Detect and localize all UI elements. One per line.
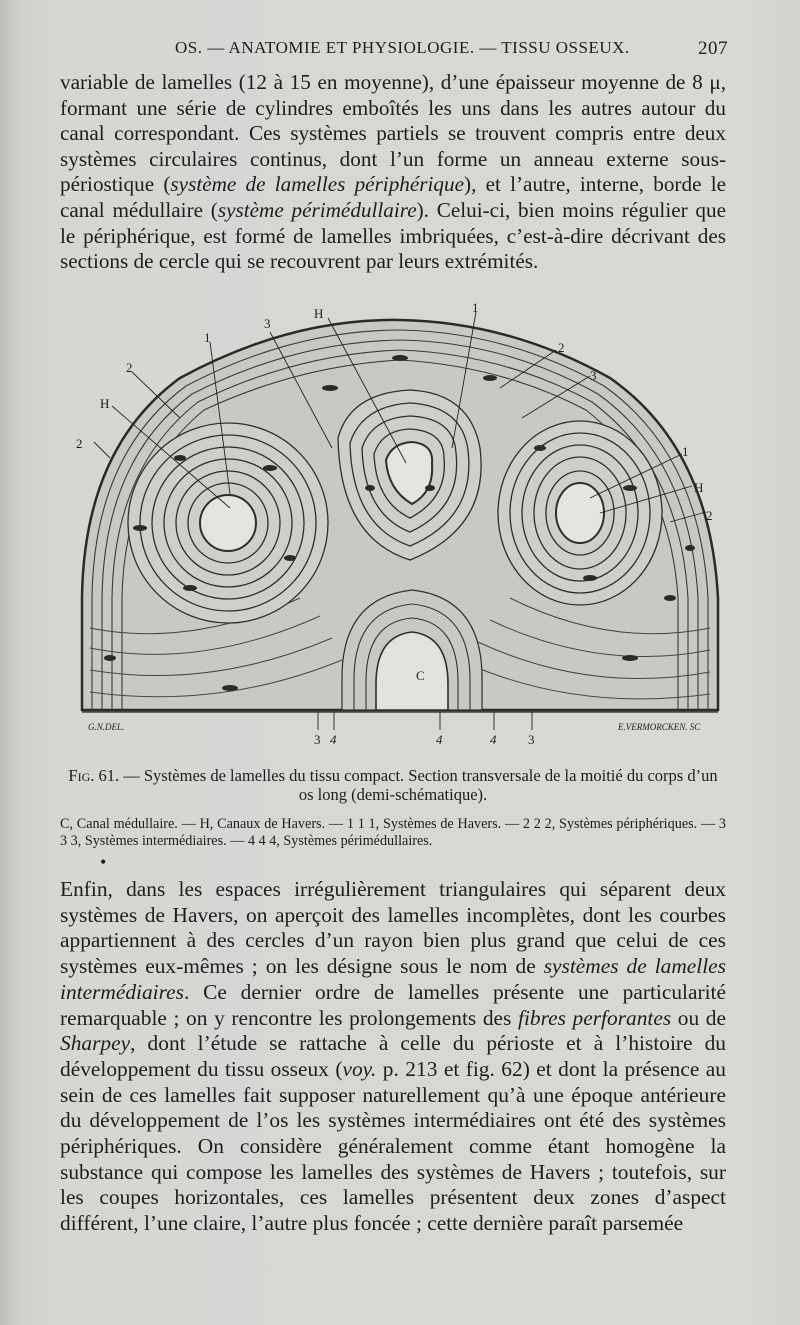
italic-run: système de lamelles périphérique	[170, 172, 465, 197]
italic-run: système périmédullaire	[217, 197, 417, 222]
label-3-top: 3	[264, 316, 271, 331]
text-run: variable de lamelles (12 à 15 en moyenne), d’une épaisseur moyenne de 8 μ, formant une série de cylindres emboîtés les uns dans les autres autour du canal correspondant. Ces systèmes partiels se trouvent compris entre deux systèmes circulaires continus, dont l’un forme un anneau externe sous-périostique (	[60, 70, 726, 197]
running-header	[60, 38, 728, 64]
figure-legend: C, Canal médullaire. — H, Canaux de Havers. — 1 1 1, Systèmes de Havers. — 2 2 2, Systèmes périphériques. — 3 3 3, Systèmes intermédiaires. — 4 4 4, Systèmes périmédullaires.	[60, 816, 726, 849]
label-2-left: 2	[126, 360, 133, 375]
italic-run: Sharpey	[60, 1031, 131, 1056]
label-3-bottom: 3	[314, 732, 321, 747]
label-c: C	[416, 668, 425, 683]
label-2-far-left: 2	[76, 436, 83, 451]
label-3-bottom-b: 3	[528, 732, 535, 747]
label-2-right: 2	[558, 340, 565, 355]
text-run: ), et l’autre, interne, borde le canal médullaire (	[60, 172, 726, 222]
figure-caption	[60, 766, 726, 804]
text-run: , dont l’étude se rattache à celle du périoste et à l’histoire du développement du tissu osseux (	[60, 1031, 726, 1081]
label-h-left: H	[100, 396, 110, 411]
label-1-right: 1	[682, 444, 689, 459]
paragraph-1	[60, 70, 726, 275]
label-4-bottom-c: 4	[490, 732, 497, 747]
caption-text: — Systèmes de lamelles du tissu compact. Section transversale de la moitié du corps d’un os long (demi-schématique).	[123, 766, 718, 804]
figure-61	[70, 298, 738, 748]
bullet-mark: •	[100, 852, 107, 872]
artist-signature: G.N.DEL.	[88, 722, 125, 732]
bone-section-drawing	[70, 298, 738, 748]
label-4-bottom-b: 4	[436, 732, 443, 747]
italic-run: fibres perforantes	[518, 1005, 672, 1030]
text-run: . Ce dernier ordre de lamelles présente une particularité remarquable ; on y rencontre les prolongements des	[60, 979, 726, 1030]
paragraph-2	[60, 877, 726, 1237]
text-run: p. 213 et fig. 62) et dont la présence au sein de ces lamelles fait supposer naturellement qu’à une époque antérieure du développement de l’os les systèmes intermédiaires ont été des systèmes périphériques. On considère généralement comme étant homogène la substance qui compose les lamelles des systèmes de Havers ; toutefois, sur les coupes horizontales, ces lamelles présentent deux zones d’aspect différent, l’une claire, l’autre plus foncée ; cette dernière paraît parsemée	[60, 1056, 726, 1236]
italic-run: systèmes de lamelles intermédiaires	[60, 954, 726, 1004]
label-4-bottom-a: 4	[330, 732, 337, 747]
haversian-system-right	[498, 421, 662, 605]
label-h-right: H	[694, 480, 704, 495]
haversian-system-left	[128, 423, 328, 623]
text-run: Enfin, dans les espaces irrégulièrement triangulaires qui séparent deux systèmes de Havers, on aperçoit des lamelles incomplètes, dont les courbes appartiennent à des cercles d’un rayon bien plus grand que celui de ces systèmes eux-mêmes ; on les désigne sous le nom de	[60, 877, 726, 979]
running-title: OS. — ANATOMIE ET PHYSIOLOGIE. — TISSU OSSEUX.	[175, 38, 630, 57]
label-2-right-low: 2	[706, 508, 713, 523]
label-3-right: 3	[590, 368, 597, 383]
text-run: ou de	[671, 1005, 726, 1030]
page-number: 207	[698, 38, 728, 59]
label-h-top: H	[314, 306, 324, 321]
text-run: ). Celui-ci, bien moins régulier que le périphérique, est formé de lamelles imbriquées, c’est-à-dire décrivant des sections de cercle qui se recouvrent par leurs extrémités.	[60, 197, 727, 274]
label-1-left: 1	[204, 330, 211, 345]
figure-number: Fig. 61.	[68, 766, 120, 785]
italic-run: voy.	[342, 1056, 377, 1081]
label-1-top: 1	[472, 300, 479, 315]
engraver-signature: E.VERMORCKEN. SC	[618, 722, 701, 732]
